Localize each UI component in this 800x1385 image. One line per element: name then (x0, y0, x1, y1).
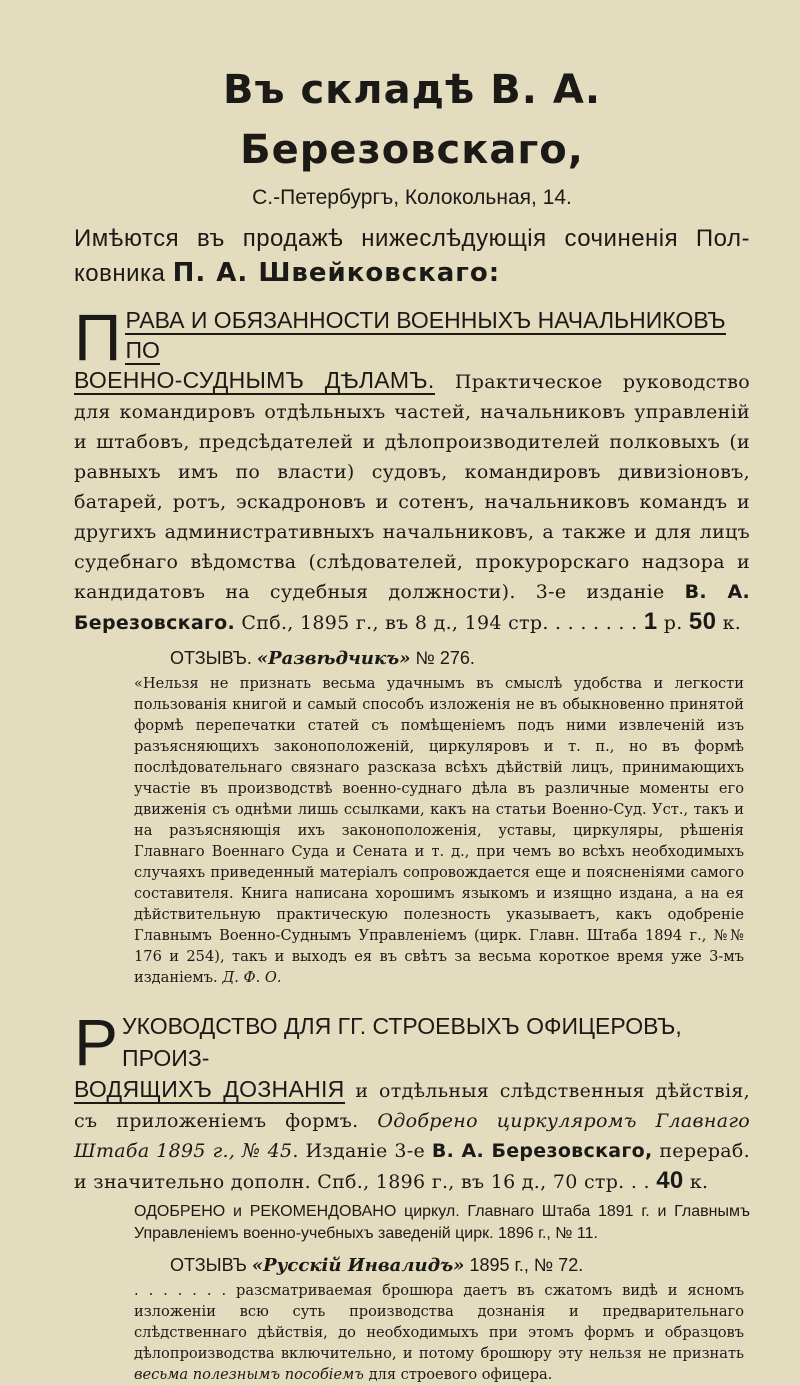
book-2-review-end: для строевого офицера. (368, 1366, 553, 1383)
book-2-review-text (134, 1280, 744, 1385)
intro-text: Имѣются въ продажѣ нижеслѣдующія сочиненія Пол-ковника (74, 225, 750, 287)
book-2-dropcap: Р (74, 1005, 119, 1079)
book-2-review-head (170, 1253, 750, 1278)
book-1-review-signature: Д. Ф. О. (222, 969, 282, 986)
book-2-review-label: ОТЗЫВЪ (170, 1255, 247, 1275)
book-1-heading-line-2: ВОЕННО-СУДНЫМЪ ДѢЛАМЪ. (74, 367, 435, 393)
book-1-price-kopecks: 50 (688, 608, 717, 635)
intro (74, 222, 750, 291)
book-2-heading-line-1: УКОВОДСТВО ДЛЯ ГГ. СТРОЕВЫХЪ ОФИЦЕРОВЪ, ПРОИЗ- (122, 1013, 682, 1071)
book-1-price-rubles: 1 (643, 608, 658, 635)
book-2-edition: Изданіе 3-е (305, 1140, 426, 1162)
masthead-title: Въ складѣ В. А. Березовскаго, (222, 67, 602, 173)
book-1-description-text: Практическое руководство для командировъ отдѣльныхъ частей, начальниковъ управленій и штабовъ, предсѣдателей и дѣлопроизводителей полковыхъ (и равныхъ имъ по власти) судовъ, командировъ дивизіоновъ, батарей, ротъ, эскадроновъ и сотенъ, начальниковъ командъ и другихъ административныхъ начальниковъ, а также и для лицъ судебнаго вѣдомства (слѣдователей, прокурорскаго надзора и кандидатовъ на судебныя должности). 3-е изданіе (74, 371, 750, 603)
book-1 (74, 300, 750, 988)
book-2 (74, 1005, 751, 1385)
book-1-details: Спб., 1895 г., въ 8 д., 194 стр. . . . . . . . (241, 612, 638, 634)
book-2-publisher: В. А. Березовскаго, (431, 1140, 653, 1162)
author-name: П. А. Швейковскаго: (172, 258, 501, 288)
book-1-review-source: «Развѣдчикъ» (256, 648, 411, 669)
book-1-review-head (170, 646, 750, 671)
book-2-review-start: . . . . . . . разсматриваемая брошюра даетъ въ сжатомъ видѣ и ясномъ изложеніи всю суть производства дознанія и предварительнаго слѣдственнаго дѣйствія, до необходимыхъ при этомъ формъ и образцовъ дѣлопроизводства включительно, и потому брошюру эту нельзя не признать (134, 1282, 744, 1362)
book-2-review-number: 1895 г., № 72. (469, 1255, 584, 1275)
book-2-review-source: «Русскій Инвалидъ» (251, 1255, 465, 1276)
book-1-heading-line-1: РАВА И ОБЯЗАННОСТИ ВОЕННЫХЪ НАЧАЛЬНИКОВЪ ПО (125, 307, 726, 363)
book-1-review-text (134, 673, 744, 988)
book-2-price-kopecks-unit: к. (689, 1171, 709, 1193)
book-2-price-kopecks: 40 (656, 1167, 684, 1194)
book-2-description (74, 1074, 750, 1197)
book-1-review-label: ОТЗЫВЪ. (170, 648, 252, 668)
book-1-dropcap: П (74, 300, 122, 374)
book-2-approved: ОДОБРЕНО и РЕКОМЕНДОВАНО циркул. Главнаго Штаба 1891 г. и Главнымъ Управленіемъ военно-учебныхъ заведеній цирк. 1896 г., № 11. (134, 1203, 750, 1242)
book-2-description-text: и отдѣльныя слѣдственныя дѣйствія, съ приложеніемъ формъ. (74, 1080, 751, 1132)
book-1-price-rubles-unit: р. (663, 612, 683, 634)
book-2-details: перераб. и значительно дополн. Спб., 1896 г., въ 16 д., 70 стр. . . (74, 1140, 750, 1193)
book-2-approval: Одобрено циркуляромъ Главнаго Штаба 1895 г., № 45. (74, 1110, 750, 1162)
book-1-description (74, 365, 750, 638)
book-2-review-italic: весьма полезнымъ пособіемъ (134, 1366, 364, 1383)
book-2-heading-line-2: ВОДЯЩИХЪ ДОЗНАНІЯ (74, 1076, 345, 1102)
book-1-review-body: «Нельзя не признать весьма удачнымъ въ смыслѣ удобства и легкости пользованія книгой и самый способъ изложенія не въ обыкновенно принятой формѣ перепечатки статей съ помѣщеніемъ подъ ними извлеченій изъ разъясняющихъ законоположеній, циркуляровъ и т. п., но въ формѣ послѣдовательнаго связнаго разсказа всѣхъ дѣйствій лицъ, принимающихъ участіе въ производствѣ военно-суднаго дѣла въ различные моменты его движенія съ однѣми лишь ссылками, какъ на статьи Военно-Суд. Уст., такъ и на разъясняющія ихъ законоположенія, уставы, циркуляры, рѣшенія Главнаго Военнаго Суда и Сената и т. д., при чемъ во всѣхъ необходимыхъ случаяхъ приведенный матеріалъ сопровождается еще и поясненіями самого составителя. Книга написана хорошимъ языкомъ и изящно издана, а на ея дѣйствительную практическую полезность указываетъ, какъ одобреніе Главнымъ Военно-Суднымъ Управленіемъ (цирк. Главн. Штаба 1894 г., №№ 176 и 254), такъ и выходъ ея въ свѣтъ за весьма короткое время уже 3-мъ изданіемъ. (134, 675, 744, 986)
book-1-price-kopecks-unit: к. (722, 612, 742, 634)
address: С.-Петербургъ, Колокольная, 14. (252, 186, 572, 209)
book-1-review-number: № 276. (415, 648, 475, 668)
book-1-publisher: В. А. Березовскаго. (74, 581, 750, 634)
